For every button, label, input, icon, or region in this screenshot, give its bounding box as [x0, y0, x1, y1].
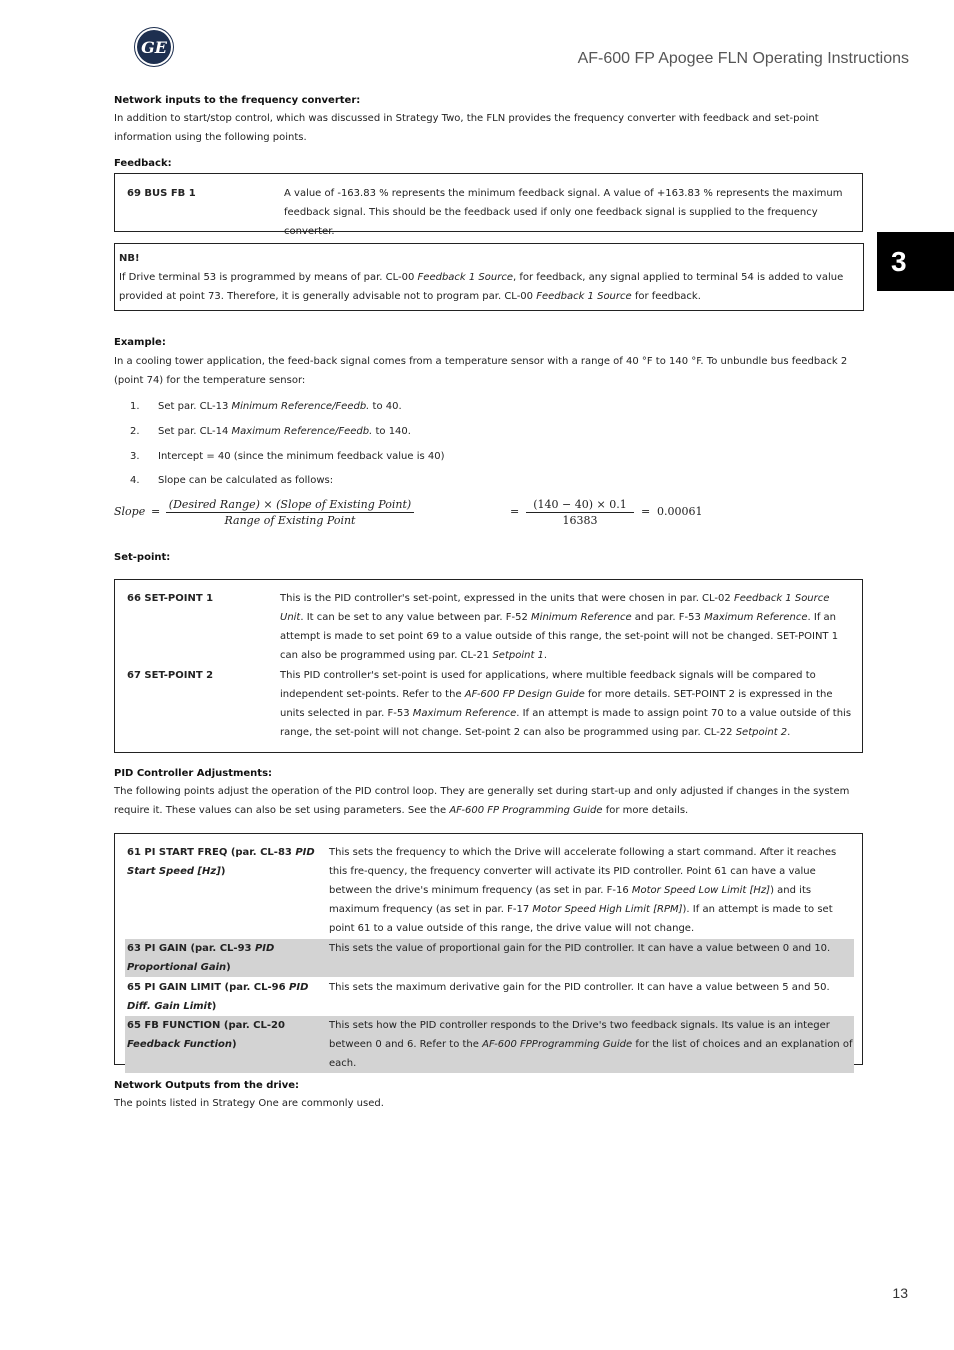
step-number: 2. — [130, 426, 140, 437]
formula-equals-3: = — [641, 505, 651, 518]
value-text: ). If an attempt is made to set point 61 to a value outside of this range, the drive value will not change. — [329, 904, 833, 934]
key-text: ) — [231, 1039, 237, 1050]
value-text: . — [543, 650, 548, 661]
document-title: AF-600 FP Apogee FLN Operating Instructions — [577, 50, 909, 67]
formula-fraction-2 — [526, 498, 634, 527]
example-step — [130, 475, 333, 486]
value-text: This sets how the PID controller responds to the Drive's two feedback signals. Its value is an integer between 0 and 6. Refer to the — [329, 1020, 830, 1050]
step-text: to 40. — [369, 401, 402, 412]
example-intro: In a cooling tower application, the feed-back signal comes from a temperature sensor with a range of 40 °F to 140 °F. To unbundle bus feedback 2 (point 74) for the temperature sensor: — [114, 356, 848, 386]
pid-value — [329, 843, 854, 938]
value-text: for the list of choices and an explanation of each. — [329, 1039, 853, 1069]
pid-row — [125, 1016, 854, 1073]
nb-text-part: for feedback. — [631, 291, 701, 302]
step-text: to 140. — [372, 426, 411, 437]
value-text: . If an attempt is made to set point 69 to a value outside of this range, the set-point will not be changed. SET-POINT 1 can also be programmed using par. CL-21 — [280, 612, 839, 661]
nb-note — [114, 243, 864, 311]
chapter-tab: 3 — [877, 232, 954, 291]
logo-text: GE — [141, 37, 167, 57]
key-text: 65 PI GAIN LIMIT (par. CL-96 — [127, 982, 290, 993]
setpoint-row — [127, 589, 853, 665]
example-step — [130, 401, 402, 412]
network-inputs-heading: Network inputs to the frequency converter: — [114, 95, 361, 106]
formula-equals-2: = — [510, 505, 520, 518]
pid-value — [329, 1016, 854, 1073]
key-text: ) — [220, 866, 226, 877]
step-number: 4. — [130, 475, 140, 486]
value-italic: Minimum Reference — [531, 612, 632, 623]
value-italic: AF-600 FP Design Guide — [464, 689, 585, 700]
example-step — [130, 451, 445, 462]
pid-key — [125, 843, 329, 938]
key-italic: PID Proportional Gain — [127, 943, 275, 973]
value-italic: Maximum Reference — [704, 612, 808, 623]
formula-equals: = — [151, 505, 161, 518]
setpoint-key: 67 SET-POINT 2 — [127, 670, 214, 681]
feedback-key: 69 BUS FB 1 — [127, 188, 196, 199]
setpoint-heading: Set-point: — [114, 552, 171, 563]
nb-title: NB! — [119, 253, 140, 264]
network-inputs-intro: In addition to start/stop control, which was discussed in Strategy Two, the FLN provides the frequency converter with feedback and set-point information using the following points. — [114, 113, 819, 143]
pid-intro-text: for more details. — [602, 805, 689, 816]
formula-lhs: Slope — [114, 505, 146, 518]
value-italic: Feedback 1 Source Unit — [280, 593, 830, 623]
value-text: . If an attempt is made to assign point 70 to a value outside of this range, the set-point will not change. Set-point 2 can also be programmed using par. CL-22 — [280, 708, 852, 738]
formula-numerator-2: (140 − 40) × 0.1 — [526, 498, 634, 513]
ge-logo — [135, 28, 173, 66]
example-steps — [130, 401, 830, 491]
outputs-heading: Network Outputs from the drive: — [114, 1080, 300, 1091]
step-italic: Minimum Reference/Feedb. — [231, 401, 370, 412]
step-text: Set par. CL-13 — [158, 401, 232, 412]
formula-denominator-2: 16383 — [562, 514, 598, 527]
pid-value: This sets the maximum derivative gain for the PID controller. It can have a value between 5 and 50. — [329, 982, 830, 993]
pid-key — [125, 978, 329, 1016]
setpoint-row — [127, 666, 853, 742]
setpoint-value — [280, 589, 853, 665]
slope-formula — [114, 498, 834, 532]
pid-row — [125, 843, 854, 938]
key-text: 65 FB FUNCTION (par. CL-20 — [127, 1020, 285, 1031]
key-italic: PID Start Speed [Hz] — [127, 847, 315, 877]
nb-text-part: , for feedback, any signal applied to terminal 54 is added to value provided at point 73. Therefore, it is generally advisable not to program par. CL-00 — [119, 272, 844, 302]
nb-text-italic: Feedback 1 Source — [536, 291, 632, 302]
value-text: This sets the frequency to which the Drive will accelerate following a start command. After it reaches this fre-quency, the frequency converter will activate its PID controller. Point 61 can have a value between the drive's minimum frequency (as set in par. F-16 — [329, 847, 837, 896]
nb-content — [119, 249, 861, 306]
nb-text — [119, 268, 861, 306]
value-italic: Motor Speed Low Limit [Hz] — [631, 885, 771, 896]
formula-result: 0.00061 — [657, 505, 703, 518]
formula-fraction-1 — [166, 498, 414, 527]
nb-text-part: If Drive terminal 53 is programmed by means of par. CL-00 — [119, 272, 418, 283]
pid-key — [125, 939, 329, 977]
key-text: 63 PI GAIN (par. CL-93 — [127, 943, 255, 954]
pid-intro — [114, 782, 866, 820]
key-text: ) — [226, 962, 231, 973]
pid-intro-italic: AF-600 FP Programming Guide — [449, 805, 603, 816]
value-italic: Setpoint 1 — [492, 650, 544, 661]
example-step — [130, 426, 411, 437]
feedback-table — [114, 173, 863, 237]
step-text: Intercept = 40 (since the minimum feedback value is 40) — [158, 451, 445, 462]
step-number: 1. — [130, 401, 140, 412]
example-heading: Example: — [114, 337, 166, 348]
formula-numerator-1 — [166, 498, 414, 513]
pid-table — [114, 833, 863, 1069]
value-text: for more details. SET-POINT 2 is expressed in the units selected in par. F-53 — [280, 689, 833, 719]
value-text: ) and its maximum frequency (as set in par. F-17 — [329, 885, 812, 915]
value-italic: Motor Speed High Limit [RPM] — [532, 904, 683, 915]
feedback-value: A value of -163.83 % represents the minimum feedback signal. A value of +163.83 % represents the maximum feedback signal. This should be the feedback used if only one feedback signal is supplied to the frequency converter. — [284, 188, 843, 237]
key-italic: PID Diff. Gain Limit — [127, 982, 309, 1012]
nb-text-italic: Feedback 1 Source — [417, 272, 514, 283]
pid-row — [125, 978, 854, 1016]
key-italic: Feedback Function — [127, 1039, 232, 1050]
value-italic: AF-600 FPProgramming Guide — [482, 1039, 633, 1050]
step-italic: Maximum Reference/Feedb. — [231, 426, 373, 437]
pid-value: This sets the value of proportional gain for the PID controller. It can have a value between 0 and 10. — [329, 943, 831, 954]
formula-denominator-1 — [166, 513, 414, 527]
pid-heading: PID Controller Adjustments: — [114, 768, 273, 779]
setpoint-table — [114, 579, 863, 753]
outputs-text: The points listed in Strategy One are commonly used. — [114, 1098, 384, 1109]
page-number: 13 — [892, 1285, 908, 1301]
value-italic: Setpoint 2 — [735, 727, 788, 738]
step-text: Slope can be calculated as follows: — [158, 475, 334, 486]
step-number: 3. — [130, 451, 140, 462]
value-italic: Maximum Reference — [412, 708, 517, 719]
setpoint-value — [280, 666, 853, 742]
setpoint-key: 66 SET-POINT 1 — [127, 593, 214, 604]
feedback-row — [127, 184, 852, 241]
numerator-text: (Desired Range) × (Slope of Existing Point) — [168, 498, 412, 511]
step-text: Set par. CL-14 — [158, 426, 232, 437]
value-text: and par. F-53 — [631, 612, 705, 623]
key-text: ) — [211, 1001, 217, 1012]
denominator-text: Range of Existing Point — [224, 514, 356, 527]
pid-row — [125, 939, 854, 977]
key-text: 61 PI START FREQ (par. CL-83 — [127, 847, 296, 858]
pid-intro-text: The following points adjust the operation of the PID control loop. They are generally set during start-up and only adjusted if changes in the system require it. These values can also be set using parameters. See the — [114, 786, 850, 816]
pid-key — [125, 1016, 329, 1073]
value-text: . — [787, 727, 791, 738]
feedback-heading: Feedback: — [114, 158, 172, 169]
value-text: This PID controller's set-point is used for applications, where multible feedback signals will be compared to independent set-points. Refer to the — [280, 670, 816, 700]
value-text: This is the PID controller's set-point, expressed in the units that were chosen in par. CL-02 — [280, 593, 734, 604]
value-text: . It can be set to any value between par. F-52 — [300, 612, 532, 623]
